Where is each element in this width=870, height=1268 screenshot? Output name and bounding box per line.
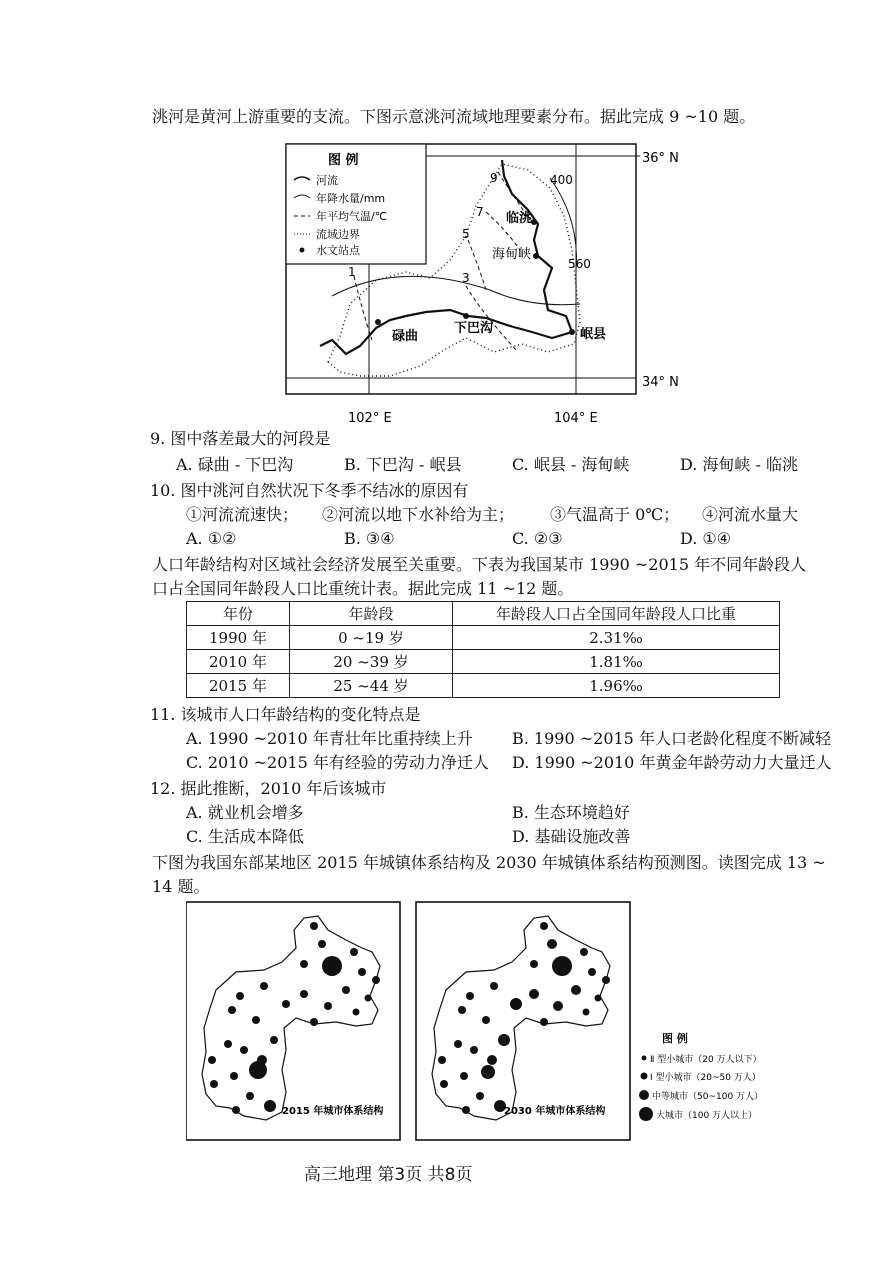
table-header: 年份 bbox=[187, 602, 290, 626]
table-cell: 2010 年 bbox=[187, 650, 290, 674]
population-ratio-table bbox=[186, 601, 780, 698]
q9-option-a: A. 碌曲 - 下巴沟 bbox=[176, 455, 294, 474]
temp-label-5: 5 bbox=[462, 227, 470, 241]
temp-label-1: 1 bbox=[348, 265, 356, 279]
precip-label-560: 560 bbox=[568, 257, 591, 271]
q10-item-4: ④河流水量大 bbox=[702, 505, 799, 524]
page-footer: 高三地理 第3页 共8页 bbox=[304, 1165, 473, 1185]
table-row bbox=[187, 626, 780, 650]
tao-river-basin-map bbox=[280, 140, 700, 430]
q11-option-c: C. 2010 ~2015 年有经验的劳动力净迁人 bbox=[186, 753, 489, 772]
large-city-icon bbox=[639, 1107, 653, 1121]
q10-option-c: C. ②③ bbox=[512, 529, 563, 548]
label-lintao: 临洮 bbox=[506, 211, 533, 226]
label-haidianxia: 海甸峡 bbox=[492, 247, 532, 262]
table-cell: 2015 年 bbox=[187, 674, 290, 698]
q12-option-a: A. 就业机会增多 bbox=[186, 803, 304, 822]
table-cell: 25 ~44 岁 bbox=[290, 674, 453, 698]
label-luqu: 碌曲 bbox=[392, 329, 419, 344]
q9-stem: 9. 图中落差最大的河段是 bbox=[150, 429, 331, 448]
small-city-i-icon bbox=[641, 1073, 648, 1080]
q11-option-a: A. 1990 ~2010 年青壮年比重持续上升 bbox=[186, 729, 473, 748]
legend-small-city-i: Ⅰ 型小城市（20~50 万人） bbox=[650, 1073, 761, 1083]
station-legend-icon bbox=[300, 248, 305, 253]
legend-station: 水文站点 bbox=[316, 244, 360, 257]
intro-text-13-14-line2: 14 题。 bbox=[152, 877, 210, 896]
intro-text-11-12-line2: 口占全国同年龄段人口比重统计表。据此完成 11 ~12 题。 bbox=[152, 579, 574, 598]
medium-city-icon bbox=[639, 1090, 649, 1100]
q11-stem: 11. 该城市人口年龄结构的变化特点是 bbox=[150, 705, 421, 724]
lon-104e: 104° E bbox=[554, 411, 598, 426]
temp-label-7: 7 bbox=[476, 205, 484, 219]
q10-item-1: ①河流流速快； bbox=[186, 505, 299, 524]
temp-label-9: 9 bbox=[490, 171, 498, 185]
legend-medium-city: 中等城市（50~100 万人） bbox=[652, 1092, 764, 1102]
q10-option-b: B. ③④ bbox=[344, 529, 395, 548]
q12-option-b: B. 生态环境趋好 bbox=[512, 803, 630, 822]
table-row bbox=[187, 674, 780, 698]
q9-option-d: D. 海甸峡 - 临洮 bbox=[680, 455, 799, 474]
q10-item-2: ②河流以地下水补给为主； bbox=[322, 505, 515, 524]
table-row bbox=[187, 650, 780, 674]
q11-option-b: B. 1990 ~2015 年人口老龄化程度不断减轻 bbox=[512, 729, 831, 748]
legend-river: 河流 bbox=[316, 174, 338, 187]
intro-text-11-12-line1: 人口年龄结构对区域社会经济发展至关重要。下表为我国某市 1990 ~2015 年不同年龄段人 bbox=[152, 555, 807, 574]
lat-34n: 34° N bbox=[642, 375, 679, 390]
table-header: 年龄段 bbox=[290, 602, 453, 626]
q10-stem: 10. 图中洮河自然状况下冬季不结冰的原因有 bbox=[150, 481, 469, 500]
station-minxian bbox=[569, 329, 575, 335]
table-cell: 20 ~39 岁 bbox=[290, 650, 453, 674]
region-outline-2015 bbox=[202, 916, 380, 1120]
label-minxian: 岷县 bbox=[580, 327, 607, 342]
small-city-ii-icon bbox=[642, 1056, 647, 1061]
station-xiabagou bbox=[463, 313, 469, 319]
intro-text-13-14-line1: 下图为我国东部某地区 2015 年城镇体系结构及 2030 年城镇体系结构预测图。读图完成 13 ~ bbox=[152, 853, 826, 872]
legend-temp: 年平均气温/℃ bbox=[316, 210, 388, 223]
table-cell: 0 ~19 岁 bbox=[290, 626, 453, 650]
temp-isoline-5 bbox=[468, 240, 486, 290]
legend-boundary: 流域边界 bbox=[316, 228, 360, 241]
temp-isoline-3 bbox=[466, 286, 516, 350]
temp-label-3: 3 bbox=[462, 271, 470, 285]
precip-label-400: 400 bbox=[550, 173, 573, 187]
legend-large-city: 大城市（100 万人以上） bbox=[656, 1111, 758, 1121]
lon-102e: 102° E bbox=[348, 411, 392, 426]
station-haidianxia bbox=[533, 253, 539, 259]
region-outline-2030 bbox=[432, 916, 610, 1120]
table-cell: 1.81‰ bbox=[453, 650, 780, 674]
q10-option-a: A. ①② bbox=[186, 529, 237, 548]
q9-option-b: B. 下巴沟 - 岷县 bbox=[344, 455, 462, 474]
q12-option-c: C. 生活成本降低 bbox=[186, 827, 304, 846]
legend-precip: 年降水量/mm bbox=[316, 192, 386, 205]
table-cell: 2.31‰ bbox=[453, 626, 780, 650]
label-xiabagou: 下巴沟 bbox=[454, 321, 494, 336]
legend-title: 图 例 bbox=[328, 153, 359, 168]
table-header-row bbox=[187, 602, 780, 626]
urban-system-maps bbox=[186, 900, 796, 1150]
table-header: 年龄段人口占全国同年龄段人口比重 bbox=[453, 602, 780, 626]
q10-item-3: ③气温高于 0℃； bbox=[550, 505, 680, 524]
table-cell: 1.96‰ bbox=[453, 674, 780, 698]
intro-text-9-10: 洮河是黄河上游重要的支流。下图示意洮河流域地理要素分布。据此完成 9 ~10 题。 bbox=[152, 107, 756, 126]
legend-small-city-ii: Ⅱ 型小城市（20 万人以下） bbox=[650, 1055, 762, 1065]
caption-2015: 2015 年城市体系结构 bbox=[282, 1106, 384, 1117]
q10-option-d: D. ①④ bbox=[680, 529, 732, 548]
lat-36n: 36° N bbox=[642, 151, 679, 166]
q9-option-c: C. 岷县 - 海甸峡 bbox=[512, 455, 630, 474]
q12-stem: 12. 据此推断，2010 年后该城市 bbox=[150, 779, 387, 798]
caption-2030: 2030 年城市体系结构 bbox=[504, 1106, 606, 1117]
urban-legend-title: 图 例 bbox=[662, 1032, 688, 1045]
station-luqu bbox=[375, 319, 381, 325]
table-cell: 1990 年 bbox=[187, 626, 290, 650]
q12-option-d: D. 基础设施改善 bbox=[512, 827, 631, 846]
q11-option-d: D. 1990 ~2010 年黄金年龄劳动力大量迁人 bbox=[512, 753, 832, 772]
